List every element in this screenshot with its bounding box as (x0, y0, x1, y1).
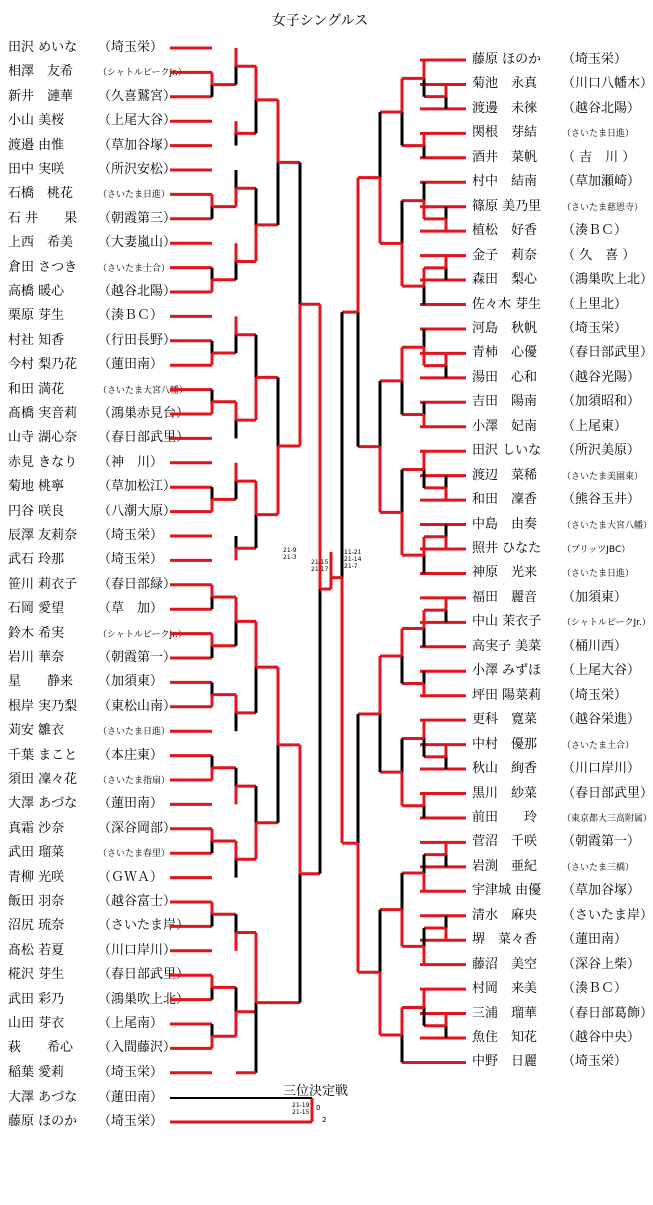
player-team: （所沢安松） (98, 162, 177, 177)
player-team: （上尾大谷） (98, 113, 177, 129)
player-team: （越谷北陽） (98, 284, 177, 299)
player-name: 和田 凜香 (472, 492, 538, 508)
player-name: 酒井 菜帆 (472, 149, 538, 165)
player-team: （さいたま美園東） (562, 471, 644, 482)
player-name: 藤沼 美空 (472, 956, 538, 972)
page-title: 女子シングルス (271, 13, 369, 29)
player-team: （加須東） (562, 589, 628, 605)
player-team: （さいたま土合） (562, 740, 635, 751)
player-team: （春日部葛飾） (562, 1005, 653, 1021)
player-name: 篠原 美乃里 (472, 198, 542, 214)
player-team: （越谷中央） (562, 1030, 641, 1045)
player-name: 坪田 陽菜莉 (472, 687, 542, 703)
player-name: 吉田 陽南 (472, 394, 538, 410)
third-place-score-1: 21-19 (292, 1102, 310, 1109)
player-name: 藤原 ほのか (8, 1114, 78, 1129)
player-team: （上尾南） (98, 1016, 164, 1031)
player-name: 菊地 桃寧 (8, 479, 65, 495)
player-team: （鴻巣吹上北） (562, 272, 653, 288)
third-place-winner-games: 2 (322, 1116, 327, 1124)
player-name: 苅安 雛衣 (8, 723, 65, 739)
player-name: 中村 優那 (472, 736, 538, 752)
final-score-1: 21-15 (311, 559, 329, 566)
player-team: （八潮大原） (98, 503, 177, 519)
player-name: 神原 光来 (472, 565, 538, 581)
player-name: 小山 美桜 (8, 113, 65, 129)
player-name: 武石 玲那 (8, 552, 65, 568)
player-team: （朝霞第一） (562, 834, 641, 850)
player-team: （越谷栄進） (562, 712, 641, 728)
player-team: （春日部武里） (98, 967, 190, 983)
player-name: 村社 知香 (8, 332, 65, 348)
third-place-loser-games: 0 (316, 1104, 321, 1112)
player-team: （さいたま大宮八幡） (562, 520, 653, 531)
player-name: 村岡 来美 (472, 981, 538, 997)
player-name: 円谷 咲良 (8, 503, 65, 519)
player-team: （草加谷塚） (562, 883, 641, 899)
player-team: （鴻巣赤見台） (98, 406, 190, 421)
player-name: 中野 日麗 (472, 1054, 538, 1070)
player-name: 今村 梨乃花 (8, 357, 78, 373)
player-team: （ 久 喜 ） (562, 247, 636, 263)
player-name: 宇津城 由優 (472, 883, 542, 899)
player-name: 河島 秋帆 (472, 320, 538, 336)
player-name: 更科 寛菜 (472, 712, 538, 728)
player-name: 高橋 暖心 (8, 284, 65, 299)
player-name: 相澤 友希 (8, 64, 74, 80)
player-name: 星 静来 (8, 674, 74, 690)
player-team: （越谷北陽） (562, 100, 641, 116)
player-team: （上尾東） (562, 418, 628, 434)
player-team: （本庄東） (98, 747, 164, 763)
player-name: 栗原 芽生 (8, 308, 65, 324)
right-semi-score-1: 11-21 (344, 549, 362, 556)
player-team: （草加松江） (98, 479, 177, 495)
player-name: 上西 希美 (8, 235, 74, 251)
player-team: （湊ＢＣ） (98, 308, 164, 324)
player-name: 菅沼 千咲 (472, 834, 538, 850)
player-name: 渡邉 由惟 (8, 137, 65, 153)
player-team: （埼玉栄） (562, 687, 628, 703)
player-name: 大澤 あづな (8, 1090, 78, 1105)
player-team: （鴻巣吹上北） (98, 991, 190, 1007)
player-name: 根岸 実乃梨 (8, 698, 78, 714)
player-name: 渡辺 菜稀 (472, 467, 538, 483)
third-place-title: 三位決定戦 (283, 1084, 349, 1099)
player-team: （湊ＢＣ） (562, 223, 628, 239)
player-team: （湊ＢＣ） (562, 981, 628, 997)
player-name: 関根 芽結 (472, 125, 538, 141)
player-team: （大妻嵐山） (98, 235, 177, 251)
player-name: 山寺 湖心奈 (8, 430, 78, 446)
player-name: 岩川 華奈 (8, 650, 65, 665)
player-team: （越谷光陽） (562, 369, 641, 385)
player-name: 田沢 しいな (472, 443, 542, 459)
player-name: 照井 ひなた (472, 541, 542, 556)
player-name: 石岡 愛望 (8, 601, 65, 617)
player-team: （入間藤沢） (98, 1040, 177, 1056)
player-team: （朝霞第一） (98, 650, 177, 665)
player-team: （埼玉栄） (98, 1064, 164, 1080)
player-team: （さいたま日進） (98, 190, 171, 201)
player-team: （草 加） (98, 601, 164, 617)
right-semi-score-2: 21-14 (344, 556, 362, 563)
player-team: （春日部緑） (98, 576, 177, 592)
player-team: （上尾大谷） (562, 663, 641, 679)
player-name: 佐々木 芽生 (472, 296, 542, 312)
player-team: （加須東） (98, 674, 164, 690)
left-semi-score-2: 21-3 (283, 554, 297, 561)
player-team: （春日部武里） (562, 345, 653, 361)
player-team: （埼玉栄） (562, 320, 628, 336)
player-team: （さいたま土合） (98, 263, 171, 274)
player-team: （神 川） (98, 454, 164, 470)
player-name: 武田 彩乃 (8, 991, 65, 1007)
player-team: （埼玉栄） (98, 528, 164, 543)
player-name: 岩渕 亜紀 (472, 858, 538, 874)
player-name: 髙松 若夏 (8, 942, 65, 958)
player-name: 田沢 めいな (8, 40, 78, 55)
player-name: 渡邊 未徠 (472, 100, 538, 116)
player-team: （さいたま岸） (562, 907, 653, 923)
player-name: 黒川 紗菜 (472, 785, 538, 801)
player-name: 椛沢 芽生 (8, 967, 65, 983)
player-team: （上里北） (562, 296, 628, 312)
player-name: 魚住 知花 (472, 1030, 538, 1045)
player-name: 新井 漣華 (8, 88, 74, 104)
player-team: （川口岸川） (98, 942, 177, 958)
player-team: （さいたま日進） (562, 129, 635, 140)
player-name: 森田 梨心 (472, 272, 538, 288)
player-team: （春日部武里） (98, 430, 190, 446)
player-team: （さいたま日進） (562, 569, 635, 580)
player-name: 和田 満花 (8, 381, 65, 397)
player-team: （シャトルピークJr.） (98, 629, 187, 640)
player-name: 清水 麻央 (472, 907, 538, 923)
player-name: 倉田 さつき (8, 259, 78, 275)
player-name: 大澤 あづな (8, 796, 78, 812)
player-team: （熊谷玉井） (562, 492, 641, 508)
player-name: 藤原 ほのか (472, 52, 542, 67)
player-name: 鈴木 希実 (8, 625, 65, 641)
player-name: 飯田 羽奈 (8, 894, 65, 909)
player-name: 中島 由奏 (472, 516, 538, 532)
player-name: 笹川 莉衣子 (8, 576, 78, 592)
player-name: 青柳 光咲 (8, 869, 65, 885)
player-team: （桶川西） (562, 638, 628, 654)
player-team: （埼玉栄） (562, 52, 628, 67)
player-team: （埼玉栄） (98, 40, 164, 55)
player-name: 小澤 みずほ (472, 663, 542, 679)
player-team: （ブリッツJBC） (562, 545, 631, 555)
player-team: （さいたま春里） (98, 849, 171, 860)
player-team: （さいたま三橋） (562, 862, 635, 873)
player-name: 青柿 心優 (472, 345, 538, 361)
player-team: （埼玉栄） (98, 1114, 164, 1129)
player-name: 福田 麗音 (472, 589, 538, 605)
player-name: 真霜 沙奈 (8, 820, 65, 836)
player-team: （ 吉 川 ） (562, 149, 636, 165)
player-team: （さいたま慈恩寺） (562, 202, 644, 213)
player-team: （草加瀬崎） (562, 174, 641, 190)
player-team: （深谷上柴） (562, 956, 641, 972)
player-name: 中山 茉衣子 (472, 614, 542, 630)
player-name: 石 井 果 (8, 210, 78, 226)
player-team: （春日部武里） (562, 785, 653, 801)
player-team: （朝霞第三） (98, 210, 177, 226)
player-name: 髙橋 実音莉 (8, 406, 78, 421)
player-name: 村中 結南 (472, 174, 538, 190)
player-team: （シャトルピークJr.） (98, 68, 187, 79)
player-team: （所沢美原） (562, 443, 641, 459)
final-score-2: 21-17 (311, 566, 329, 573)
player-name: 辰澤 友莉奈 (8, 528, 78, 543)
player-name: 武田 瑠菜 (8, 845, 65, 861)
player-name: 小澤 妃南 (472, 418, 538, 434)
player-name: 金子 莉奈 (472, 247, 538, 263)
player-team: （川口岸川） (562, 761, 641, 777)
player-name: 赤見 きなり (8, 454, 78, 470)
player-team: （蓮田南） (562, 932, 628, 948)
third-place-score-2: 21-15 (292, 1109, 310, 1116)
player-name: 植松 好香 (472, 223, 538, 239)
player-team: （東松山南） (98, 698, 177, 714)
player-name: 萩 希心 (8, 1040, 74, 1056)
player-team: （深谷岡部） (98, 820, 177, 836)
player-team: （さいたま日進） (98, 727, 171, 738)
player-team: （さいたま指扇） (98, 776, 171, 786)
player-team: （行田長野） (98, 332, 177, 348)
player-team: （さいたま大宮八幡） (98, 385, 189, 396)
player-team: （草加谷塚） (98, 137, 177, 153)
player-name: 三浦 瑠華 (472, 1005, 538, 1021)
player-name: 堺 菜々香 (472, 932, 538, 948)
player-team: （加須昭和） (562, 394, 641, 410)
player-name: 秋山 絢香 (472, 761, 538, 777)
player-team: （さいたま岸） (98, 918, 190, 934)
player-team: （蓮田南） (98, 1090, 164, 1105)
player-name: 千葉 まこと (8, 747, 78, 763)
player-name: 田中 実咲 (8, 162, 65, 177)
player-name: 稲葉 愛莉 (8, 1064, 65, 1080)
player-team: （蓮田南） (98, 357, 164, 373)
player-name: 湯田 心和 (472, 369, 538, 385)
player-team: （シャトルピークJr.） (562, 618, 651, 629)
player-team: （埼玉栄） (562, 1054, 628, 1070)
player-name: 山田 芽衣 (8, 1016, 65, 1031)
player-team: （川口八幡木） (562, 76, 653, 92)
left-semi-score-1: 21-9 (283, 547, 297, 554)
player-name: 菊池 永真 (472, 76, 538, 92)
player-team: （ＧＷＡ） (98, 869, 164, 885)
player-team: （越谷富士） (98, 894, 177, 909)
player-name: 沼尻 琉奈 (8, 918, 65, 934)
player-name: 須田 凜々花 (8, 772, 78, 787)
right-semi-score-3: 21-7 (344, 563, 358, 570)
player-name: 前田 玲 (472, 809, 538, 825)
player-team: （埼玉栄） (98, 552, 164, 568)
player-team: （東京都大三高附属） (562, 813, 653, 824)
player-team: （蓮田南） (98, 796, 164, 812)
player-name: 高実子 美菜 (472, 638, 542, 654)
player-team: （久喜鷲宮） (98, 88, 177, 104)
player-name: 石橋 桃花 (8, 186, 74, 202)
